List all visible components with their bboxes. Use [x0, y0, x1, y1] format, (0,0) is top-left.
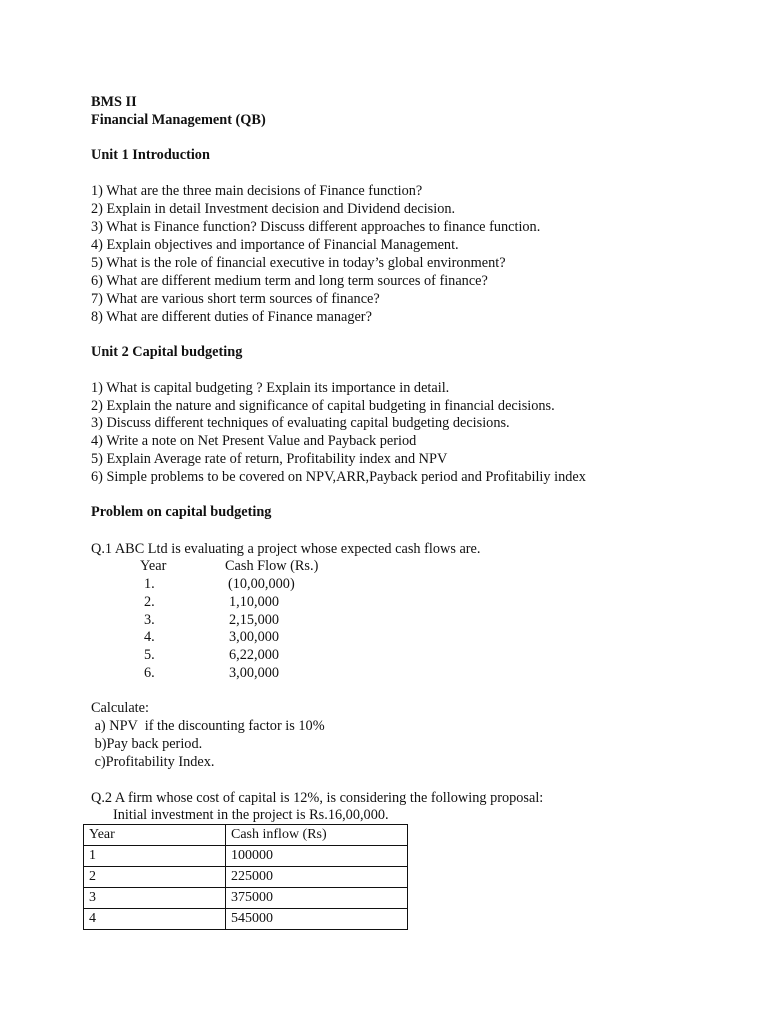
q1-year-header: Year — [140, 558, 167, 574]
q1-cash-cell: (10,00,000) — [228, 576, 295, 592]
subject-title: Financial Management (QB) — [91, 112, 266, 128]
q1-year-cell: 3. — [144, 612, 155, 628]
course-title: BMS II — [91, 94, 137, 110]
q1-year-cell: 5. — [144, 647, 155, 663]
q2-year-cell: 4 — [84, 909, 226, 930]
q2-cash-cell: 225000 — [226, 867, 408, 888]
q1-year-cell: 2. — [144, 594, 155, 610]
q1-part: b)Pay back period. — [91, 736, 203, 752]
q2-cash-inflow-table — [83, 824, 408, 930]
unit2-question: 4) Write a note on Net Present Value and Payback period — [91, 433, 417, 449]
unit2-question: 2) Explain the nature and significance of capital budgeting in financial decisions. — [91, 398, 555, 414]
unit1-question: 5) What is the role of financial executive in today’s global environment? — [91, 255, 506, 271]
q2-year-cell: 2 — [84, 867, 226, 888]
unit1-question: 6) What are different medium term and long term sources of finance? — [91, 273, 488, 289]
unit1-question: 2) Explain in detail Investment decision and Dividend decision. — [91, 201, 456, 217]
q2-cash-cell: 545000 — [226, 909, 408, 930]
q1-cash-cell: 3,00,000 — [229, 629, 280, 645]
unit2-heading: Unit 2 Capital budgeting — [91, 344, 243, 360]
problems-heading: Problem on capital budgeting — [91, 504, 272, 520]
q1-part: a) NPV if the discounting factor is 10% — [91, 718, 325, 734]
q1-year-cell: 4. — [144, 629, 155, 645]
q1-cash-cell: 3,00,000 — [229, 665, 280, 681]
q1-cash-cell: 6,22,000 — [229, 647, 280, 663]
table-row — [84, 846, 408, 867]
q1-year-cell: 1. — [144, 576, 155, 592]
q1-part: c)Profitability Index. — [91, 754, 215, 770]
table-row — [84, 867, 408, 888]
q1-calculate-label: Calculate: — [91, 700, 149, 716]
q2-cash-cell: 100000 — [226, 846, 408, 867]
q2-year-cell: 1 — [84, 846, 226, 867]
q1-intro: Q.1 ABC Ltd is evaluating a project whose expected cash flows are. — [91, 541, 481, 557]
unit1-question: 3) What is Finance function? Discuss different approaches to finance function. — [91, 219, 541, 235]
unit1-question: 8) What are different duties of Finance manager? — [91, 309, 372, 325]
unit2-question: 6) Simple problems to be covered on NPV,ARR,Payback period and Profitabiliy index — [91, 469, 586, 485]
q1-cash-header: Cash Flow (Rs.) — [225, 558, 319, 574]
q2-cash-header: Cash inflow (Rs) — [226, 825, 408, 846]
table-row — [84, 909, 408, 930]
q2-cash-cell: 375000 — [226, 888, 408, 909]
unit1-question: 4) Explain objectives and importance of Financial Management. — [91, 237, 459, 253]
q2-year-header: Year — [84, 825, 226, 846]
q2-year-cell: 3 — [84, 888, 226, 909]
unit1-heading: Unit 1 Introduction — [91, 147, 210, 163]
unit2-question: 5) Explain Average rate of return, Profitability index and NPV — [91, 451, 448, 467]
unit1-question: 1) What are the three main decisions of Finance function? — [91, 183, 423, 199]
q1-year-cell: 6. — [144, 665, 155, 681]
unit1-question: 7) What are various short term sources of finance? — [91, 291, 380, 307]
q1-cash-cell: 1,10,000 — [229, 594, 280, 610]
q1-cash-cell: 2,15,000 — [229, 612, 280, 628]
unit2-question: 1) What is capital budgeting ? Explain its importance in detail. — [91, 380, 450, 396]
table-row — [84, 888, 408, 909]
q2-intro: Q.2 A firm whose cost of capital is 12%, is considering the following proposal: — [91, 790, 544, 806]
table-header-row — [84, 825, 408, 846]
q2-investment-note: Initial investment in the project is Rs.16,00,000. — [113, 807, 389, 823]
unit2-question: 3) Discuss different techniques of evaluating capital budgeting decisions. — [91, 415, 510, 431]
